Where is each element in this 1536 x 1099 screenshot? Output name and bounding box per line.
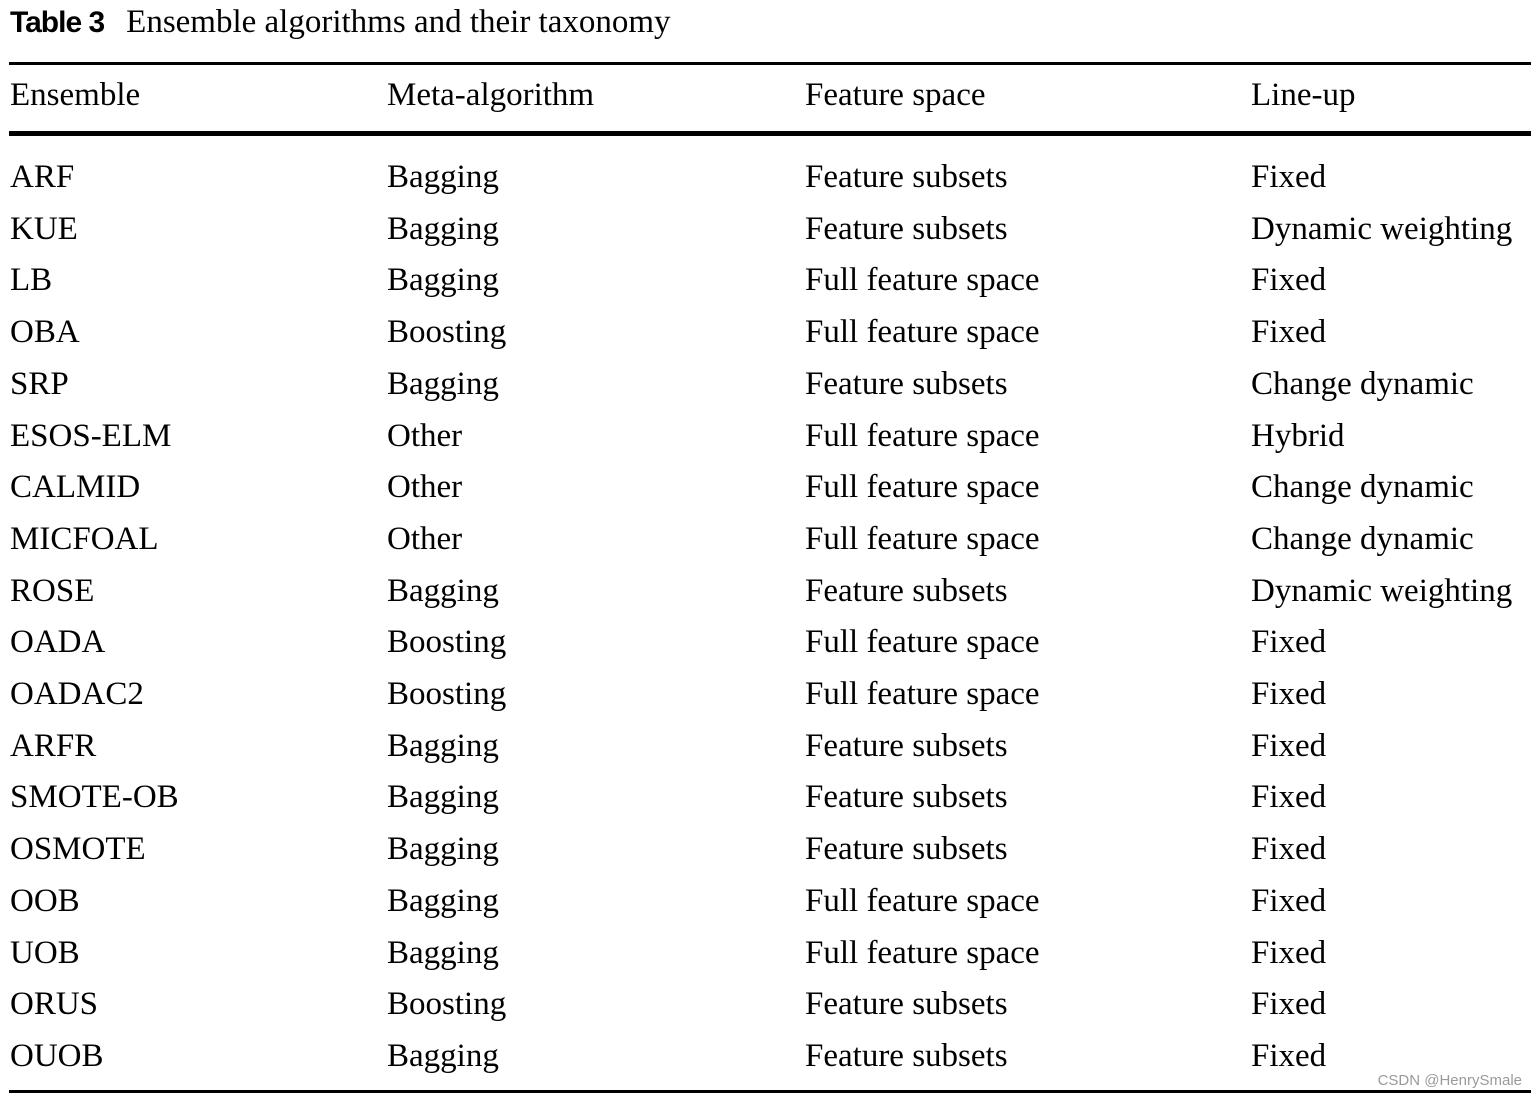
cell-line-up: Fixed [1251, 779, 1327, 816]
header-meta-algorithm: Meta-algorithm [387, 77, 595, 113]
table-row [0, 306, 1536, 358]
cell-line-up: Fixed [1251, 676, 1327, 712]
cell-feature-space: Feature subsets [805, 727, 1008, 764]
cell-line-up: Fixed [1251, 986, 1327, 1023]
table-row [0, 565, 1536, 617]
table-row [0, 720, 1536, 772]
cell-ensemble: OBA [10, 314, 80, 351]
table-row [0, 461, 1536, 513]
cell-feature-space: Full feature space [805, 676, 1040, 712]
cell-line-up: Fixed [1251, 882, 1327, 919]
table-caption [10, 4, 671, 41]
cell-feature-space: Feature subsets [805, 210, 1008, 247]
cell-feature-space: Feature subsets [805, 365, 1008, 402]
cell-line-up: Fixed [1251, 831, 1327, 868]
cell-feature-space: Feature subsets [805, 831, 1008, 868]
cell-ensemble: OSMOTE [10, 831, 146, 868]
cell-line-up: Hybrid [1251, 417, 1345, 454]
cell-meta-algorithm: Bagging [387, 159, 499, 195]
cell-meta-algorithm: Bagging [387, 934, 499, 971]
table-row [0, 151, 1536, 203]
cell-line-up: Fixed [1251, 314, 1327, 351]
cell-feature-space: Full feature space [805, 520, 1040, 557]
cell-ensemble: LB [10, 262, 53, 299]
table-title: Ensemble algorithms and their taxonomy [126, 4, 671, 40]
cell-ensemble: SRP [10, 365, 69, 402]
cell-line-up: Change dynamic [1251, 520, 1474, 557]
cell-feature-space: Feature subsets [805, 779, 1008, 816]
header-rule [9, 131, 1531, 136]
cell-meta-algorithm: Bagging [387, 882, 499, 919]
cell-ensemble: CALMID [10, 469, 141, 506]
cell-ensemble: ORUS [10, 986, 99, 1023]
table-row [0, 668, 1536, 720]
header-feature-space: Feature space [805, 77, 986, 113]
cell-feature-space: Full feature space [805, 262, 1040, 299]
cell-ensemble: ESOS-ELM [10, 417, 172, 454]
cell-feature-space: Full feature space [805, 624, 1040, 661]
cell-feature-space: Full feature space [805, 417, 1040, 454]
cell-meta-algorithm: Bagging [387, 210, 499, 247]
cell-ensemble: SMOTE-OB [10, 779, 179, 816]
cell-meta-algorithm: Bagging [387, 727, 499, 764]
cell-meta-algorithm: Other [387, 469, 463, 506]
top-rule [9, 62, 1531, 65]
cell-feature-space: Feature subsets [805, 986, 1008, 1023]
cell-line-up: Dynamic weighting [1251, 210, 1513, 247]
cell-meta-algorithm: Bagging [387, 262, 499, 299]
cell-ensemble: ARF [10, 159, 75, 195]
cell-meta-algorithm: Boosting [387, 314, 507, 351]
cell-ensemble: OADA [10, 624, 106, 661]
cell-meta-algorithm: Bagging [387, 365, 499, 402]
table-row [0, 616, 1536, 668]
cell-line-up: Fixed [1251, 727, 1327, 764]
cell-line-up: Dynamic weighting [1251, 572, 1513, 609]
cell-meta-algorithm: Bagging [387, 572, 499, 609]
cell-meta-algorithm: Bagging [387, 831, 499, 868]
table-header-row [0, 69, 1536, 121]
cell-meta-algorithm: Bagging [387, 779, 499, 816]
cell-ensemble: MICFOAL [10, 520, 159, 557]
cell-ensemble: UOB [10, 934, 80, 971]
header-line-up: Line-up [1251, 77, 1356, 113]
bottom-rule [9, 1090, 1531, 1093]
table-row [0, 1030, 1536, 1082]
table-row [0, 771, 1536, 823]
cell-ensemble: ROSE [10, 572, 95, 609]
cell-feature-space: Feature subsets [805, 572, 1008, 609]
cell-ensemble: KUE [10, 210, 78, 247]
cell-feature-space: Full feature space [805, 882, 1040, 919]
table-row [0, 927, 1536, 979]
cell-meta-algorithm: Bagging [387, 1037, 499, 1074]
watermark: CSDN @HenrySmale [1377, 1072, 1522, 1089]
cell-line-up: Change dynamic [1251, 365, 1474, 402]
cell-ensemble: OOB [10, 882, 80, 919]
cell-line-up: Change dynamic [1251, 469, 1474, 506]
cell-line-up: Fixed [1251, 159, 1327, 195]
table-row [0, 358, 1536, 410]
table-row [0, 203, 1536, 255]
cell-ensemble: OADAC2 [10, 676, 144, 712]
cell-line-up: Fixed [1251, 262, 1327, 299]
cell-feature-space: Feature subsets [805, 1037, 1008, 1074]
table-row [0, 823, 1536, 875]
cell-meta-algorithm: Boosting [387, 624, 507, 661]
table-row [0, 875, 1536, 927]
cell-feature-space: Full feature space [805, 314, 1040, 351]
cell-feature-space: Full feature space [805, 469, 1040, 506]
header-ensemble: Ensemble [10, 77, 141, 113]
cell-line-up: Fixed [1251, 624, 1327, 661]
table-row [0, 978, 1536, 1030]
cell-ensemble: ARFR [10, 727, 97, 764]
cell-line-up: Fixed [1251, 1037, 1327, 1074]
cell-meta-algorithm: Other [387, 520, 463, 557]
cell-line-up: Fixed [1251, 934, 1327, 971]
table-row [0, 254, 1536, 306]
cell-feature-space: Full feature space [805, 934, 1040, 971]
table-row [0, 513, 1536, 565]
cell-meta-algorithm: Boosting [387, 986, 507, 1023]
table-label: Table 3 [10, 6, 105, 39]
cell-feature-space: Feature subsets [805, 159, 1008, 195]
table-row [0, 410, 1536, 462]
cell-meta-algorithm: Other [387, 417, 463, 454]
cell-ensemble: OUOB [10, 1037, 104, 1074]
cell-meta-algorithm: Boosting [387, 676, 507, 712]
